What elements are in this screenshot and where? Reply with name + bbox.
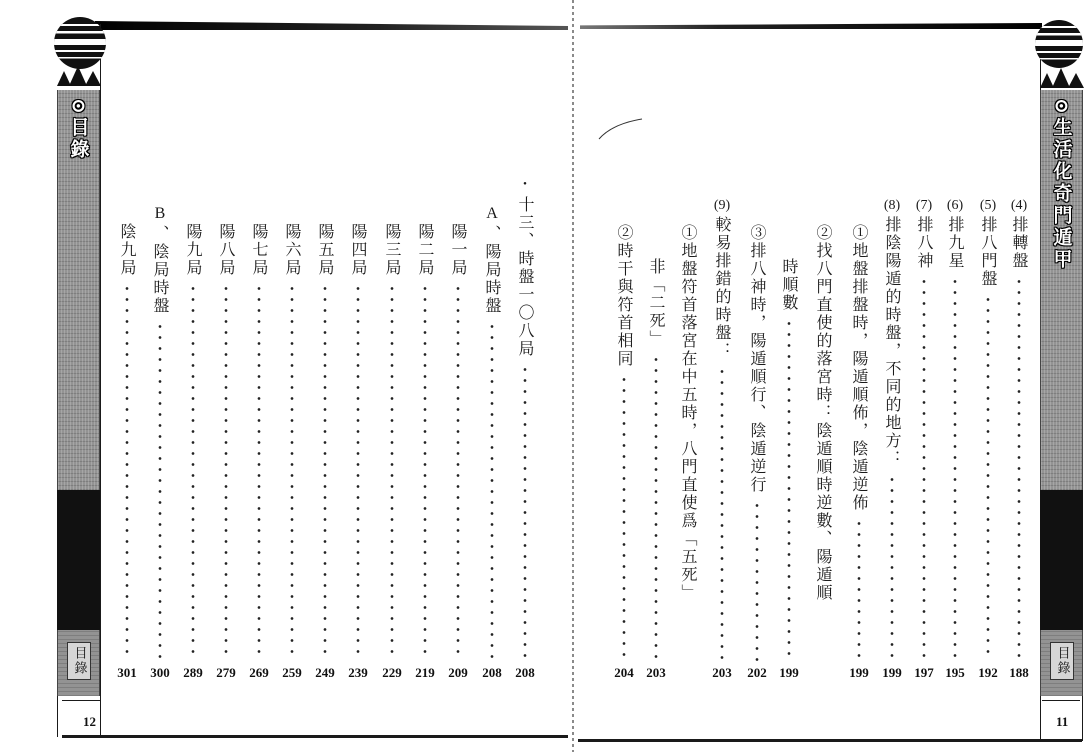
- dot-leader: [953, 276, 957, 661]
- entry-title: 陰九局: [118, 223, 137, 277]
- toc-entry: [380, 223, 404, 680]
- entry-page-number: 203: [712, 665, 732, 680]
- dot-leader: [1017, 276, 1021, 661]
- entry-marker: B: [154, 205, 166, 222]
- side-tab-left: [57, 90, 100, 490]
- toc-entry: [181, 223, 205, 680]
- side-tab-footer-label: 目錄: [67, 642, 91, 680]
- toc-entry: [880, 198, 904, 680]
- entry-title: 、陽局時盤: [483, 225, 502, 315]
- dot-leader: [257, 283, 261, 661]
- dot-leader: [890, 474, 894, 661]
- side-tab-black-block: [57, 490, 100, 630]
- entry-title: 陽一局: [449, 223, 468, 277]
- dot-leader: [224, 283, 228, 661]
- dot-leader: [390, 283, 394, 661]
- dot-leader: [191, 283, 195, 661]
- entry-page-number: 199: [779, 665, 799, 680]
- entry-marker: (6): [946, 198, 964, 213]
- entry-marker: ・: [518, 178, 532, 193]
- left-inner-rule: [100, 24, 101, 737]
- bottom-border-right: [578, 739, 1082, 742]
- toc-entry: [247, 223, 271, 680]
- toc-entry: [115, 223, 139, 680]
- toc-entry: [811, 224, 835, 602]
- toc-entry: [1007, 198, 1031, 680]
- entry-marker: (8): [883, 198, 901, 213]
- entry-page-number: 208: [482, 665, 502, 680]
- toc-entry: [214, 223, 238, 680]
- entry-marker: (7): [915, 198, 933, 213]
- entry-title: 十三、時盤一〇八局: [516, 196, 535, 358]
- toc-entry: [912, 198, 936, 680]
- entry-marker: (5): [979, 198, 997, 213]
- entry-title: 排轉盤: [1010, 216, 1029, 270]
- entry-title: 排八神: [915, 216, 934, 270]
- toc-entry: [148, 205, 172, 680]
- side-tab-title: ⊙目錄: [67, 98, 90, 161]
- dot-leader: [356, 283, 360, 661]
- side-tab-title: ⊙生活化奇門遁甲: [1050, 98, 1073, 271]
- entry-page-number: 192: [978, 665, 998, 680]
- entry-title: 時順數: [780, 258, 799, 312]
- entry-page-number: 209: [448, 665, 468, 680]
- entry-title: 陽九局: [184, 223, 203, 277]
- toc-entry: [480, 205, 504, 680]
- entry-page-number: 279: [216, 665, 236, 680]
- dot-leader: [922, 276, 926, 661]
- entry-page-number: 269: [249, 665, 269, 680]
- entry-title: 陽六局: [283, 223, 302, 277]
- entry-page-number: 249: [315, 665, 335, 680]
- dot-leader: [158, 321, 162, 661]
- toc-entry: [943, 198, 967, 680]
- toc-entry: [413, 223, 437, 680]
- entry-page-number: 239: [348, 665, 368, 680]
- entry-title: ③排八神時，陽遁順行、陰遁逆行: [748, 224, 767, 494]
- dot-leader: [323, 283, 327, 661]
- toc-entry: [280, 223, 304, 680]
- entry-title: 較易排錯的時盤：: [713, 216, 732, 360]
- toc-entry: [777, 258, 801, 680]
- bottom-border-left: [62, 735, 568, 738]
- entry-page-number: 259: [282, 665, 302, 680]
- entry-page-number: 301: [117, 665, 137, 680]
- toc-entry: [676, 224, 700, 602]
- entry-title: 陽八局: [217, 223, 236, 277]
- dot-leader: [490, 321, 494, 661]
- toc-entry: [976, 198, 1000, 680]
- page-number-box: [1042, 700, 1080, 736]
- entry-marker: A: [486, 205, 498, 222]
- page-number-box: [62, 700, 100, 736]
- entry-page-number: 195: [945, 665, 965, 680]
- entry-title: ①地盤排盤時，陽遁順佈，陰遁逆佈: [850, 224, 869, 512]
- entry-title: 陽四局: [349, 223, 368, 277]
- entry-title: ①地盤符首落宮在中五時，八門直使爲「五死」: [679, 224, 698, 602]
- side-tab-footer-label: 目錄: [1050, 642, 1074, 680]
- side-tab-footer: [57, 630, 100, 696]
- entry-title: ②時干與符首相同: [615, 224, 634, 368]
- pen-mark: [596, 114, 646, 142]
- dot-leader: [986, 294, 990, 661]
- entry-page-number: 199: [882, 665, 902, 680]
- entry-page-number: 203: [646, 665, 666, 680]
- entry-page-number: 197: [914, 665, 934, 680]
- mountain-triangles-icon: [1040, 66, 1084, 90]
- entry-marker: (9): [713, 198, 731, 213]
- toc-entry: [710, 198, 734, 680]
- entry-title: 排九星: [946, 216, 965, 270]
- toc-entry: [847, 224, 871, 680]
- entry-page-number: 219: [415, 665, 435, 680]
- toc-entry: [313, 223, 337, 680]
- entry-page-number: 208: [515, 665, 535, 680]
- entry-title: 非「二死」: [647, 258, 666, 348]
- toc-entry: [612, 224, 636, 680]
- toc-entry: [446, 223, 470, 680]
- entry-page-number: 202: [747, 665, 767, 680]
- globe-logo-icon: [1033, 18, 1085, 70]
- book-gutter: [572, 0, 574, 752]
- entry-title: 排八門盤: [979, 216, 998, 288]
- toc-entry: [346, 223, 370, 680]
- dot-leader: [423, 283, 427, 661]
- entry-page-number: 204: [614, 665, 634, 680]
- top-border-left: [95, 21, 568, 30]
- entry-title: 陽二局: [416, 223, 435, 277]
- entry-page-number: 199: [849, 665, 869, 680]
- dot-leader: [654, 354, 658, 661]
- dot-leader: [720, 366, 724, 661]
- entry-title: 陽三局: [383, 223, 402, 277]
- page-number: 12: [83, 714, 96, 729]
- toc-entry: [513, 178, 537, 680]
- page-number: 11: [1056, 714, 1069, 729]
- dot-leader: [456, 283, 460, 661]
- dot-leader: [523, 364, 527, 661]
- entry-title: 陽七局: [250, 223, 269, 277]
- dot-leader: [622, 374, 626, 661]
- side-tab-right: [1040, 90, 1083, 490]
- entry-title: 陽五局: [316, 223, 335, 277]
- entry-marker: (4): [1010, 198, 1028, 213]
- toc-entry: [745, 224, 769, 680]
- entry-page-number: 188: [1009, 665, 1029, 680]
- side-tab-footer: [1040, 630, 1083, 696]
- toc-entry: [644, 258, 668, 680]
- dot-leader: [857, 518, 861, 661]
- entry-title: ②找八門直使的落宮時：陰遁順時逆數、陽遁順: [814, 224, 833, 602]
- entry-page-number: 300: [150, 665, 170, 680]
- globe-logo-icon: [52, 15, 108, 71]
- entry-title: 排陰陽遁的時盤，不同的地方：: [883, 216, 902, 468]
- dot-leader: [755, 500, 759, 661]
- side-tab-black-block: [1040, 490, 1083, 630]
- dot-leader: [787, 318, 791, 661]
- entry-page-number: 289: [183, 665, 203, 680]
- entry-title: 、陰局時盤: [151, 225, 170, 315]
- dot-leader: [125, 283, 129, 661]
- entry-page-number: 229: [382, 665, 402, 680]
- dot-leader: [290, 283, 294, 661]
- top-border-right: [580, 23, 1042, 29]
- mountain-triangles-icon: [57, 64, 101, 88]
